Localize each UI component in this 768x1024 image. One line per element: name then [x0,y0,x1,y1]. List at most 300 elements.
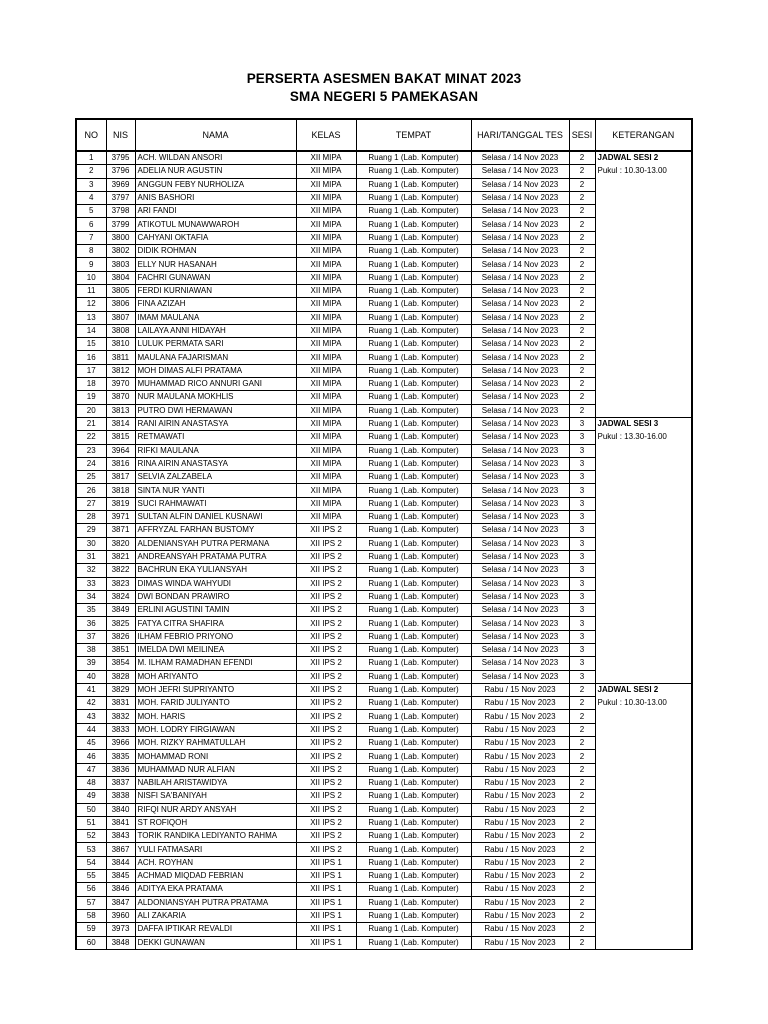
cell-keterangan [595,271,692,284]
cell-no: 32 [76,564,106,577]
table-row [76,697,692,710]
table-row [76,604,692,617]
cell-sesi: 2 [569,391,595,404]
cell-keterangan [595,776,692,789]
table-row [76,431,692,444]
cell-tempat: Ruang 1 (Lab. Komputer) [356,218,471,231]
table-row [76,364,692,377]
cell-nama: ALDONIANSYAH PUTRA PRATAMA [135,896,296,909]
cell-hari-tanggal: Rabu / 15 Nov 2023 [471,909,569,922]
table-row [76,737,692,750]
cell-no: 54 [76,856,106,869]
cell-nis: 3973 [106,923,135,936]
cell-keterangan [595,830,692,843]
cell-kelas: XII IPS 2 [296,830,356,843]
cell-no: 4 [76,191,106,204]
cell-nama: LULUK PERMATA SARI [135,338,296,351]
cell-sesi: 3 [569,550,595,563]
cell-tempat: Ruang 1 (Lab. Komputer) [356,511,471,524]
cell-nis: 3832 [106,710,135,723]
table-row [76,484,692,497]
cell-nis: 3820 [106,537,135,550]
cell-tempat: Ruang 1 (Lab. Komputer) [356,909,471,922]
cell-keterangan [595,843,692,856]
cell-no: 3 [76,178,106,191]
cell-tempat: Ruang 1 (Lab. Komputer) [356,843,471,856]
table-row [76,457,692,470]
cell-keterangan [595,258,692,271]
cell-nis: 3871 [106,524,135,537]
cell-nis: 3805 [106,284,135,297]
cell-tempat: Ruang 1 (Lab. Komputer) [356,923,471,936]
cell-keterangan [595,630,692,643]
table-row [76,178,692,191]
cell-nis: 3828 [106,670,135,683]
cell-sesi: 2 [569,298,595,311]
cell-no: 47 [76,763,106,776]
cell-sesi: 2 [569,364,595,377]
table-row [76,830,692,843]
cell-nis: 3808 [106,324,135,337]
cell-sesi: 2 [569,763,595,776]
cell-tempat: Ruang 1 (Lab. Komputer) [356,590,471,603]
cell-hari-tanggal: Selasa / 14 Nov 2023 [471,165,569,178]
document-subtitle: SMA NEGERI 5 PAMEKASAN [289,89,479,104]
cell-keterangan [595,484,692,497]
cell-tempat: Ruang 1 (Lab. Komputer) [356,205,471,218]
cell-no: 56 [76,883,106,896]
cell-hari-tanggal: Selasa / 14 Nov 2023 [471,550,569,563]
cell-hari-tanggal: Selasa / 14 Nov 2023 [471,643,569,656]
cell-nis: 3822 [106,564,135,577]
cell-no: 5 [76,205,106,218]
cell-sesi: 2 [569,790,595,803]
cell-nama: NUR MAULANA MOKHLIS [135,391,296,404]
cell-nama: MOH. FARID JULIYANTO [135,697,296,710]
cell-hari-tanggal: Selasa / 14 Nov 2023 [471,497,569,510]
cell-no: 39 [76,657,106,670]
table-row [76,577,692,590]
cell-sesi: 3 [569,497,595,510]
cell-sesi: 3 [569,643,595,656]
cell-tempat: Ruang 1 (Lab. Komputer) [356,537,471,550]
cell-nama: ANGGUN FEBY NURHOLIZA [135,178,296,191]
cell-kelas: XII MIPA [296,404,356,417]
table-row [76,590,692,603]
cell-no: 44 [76,723,106,736]
cell-no: 9 [76,258,106,271]
cell-nama: SELVIA ZALZABELA [135,471,296,484]
cell-kelas: XII MIPA [296,311,356,324]
cell-tempat: Ruang 1 (Lab. Komputer) [356,643,471,656]
cell-hari-tanggal: Rabu / 15 Nov 2023 [471,936,569,949]
cell-keterangan [595,404,692,417]
cell-nama: FATYA CITRA SHAFIRA [135,617,296,630]
cell-sesi: 2 [569,191,595,204]
cell-tempat: Ruang 1 (Lab. Komputer) [356,763,471,776]
cell-nis: 3795 [106,151,135,165]
cell-hari-tanggal: Selasa / 14 Nov 2023 [471,444,569,457]
table-row [76,417,692,430]
cell-nis: 3829 [106,683,135,696]
cell-no: 25 [76,471,106,484]
cell-hari-tanggal: Selasa / 14 Nov 2023 [471,590,569,603]
cell-nama: M. ILHAM RAMADHAN EFENDI [135,657,296,670]
cell-tempat: Ruang 1 (Lab. Komputer) [356,338,471,351]
cell-keterangan [595,670,692,683]
cell-kelas: XII IPS 2 [296,590,356,603]
cell-kelas: XII IPS 2 [296,604,356,617]
cell-nis: 3810 [106,338,135,351]
cell-kelas: XII IPS 2 [296,790,356,803]
table-row [76,550,692,563]
cell-nama: DIDIK ROHMAN [135,245,296,258]
cell-tempat: Ruang 1 (Lab. Komputer) [356,617,471,630]
table-row [76,763,692,776]
cell-sesi: 3 [569,617,595,630]
cell-keterangan [595,178,692,191]
cell-tempat: Ruang 1 (Lab. Komputer) [356,564,471,577]
cell-nama: ACHMAD MIQDAD FEBRIAN [135,870,296,883]
cell-kelas: XII IPS 2 [296,710,356,723]
cell-nama: MOH. HARIS [135,710,296,723]
cell-sesi: 2 [569,697,595,710]
table-row [76,657,692,670]
cell-no: 33 [76,577,106,590]
cell-sesi: 2 [569,231,595,244]
cell-hari-tanggal: Selasa / 14 Nov 2023 [471,378,569,391]
cell-sesi: 2 [569,883,595,896]
cell-keterangan [595,497,692,510]
cell-nama: MAULANA FAJARISMAN [135,351,296,364]
cell-nama: ARI FANDI [135,205,296,218]
cell-nama: MUHAMMAD NUR ALFIAN [135,763,296,776]
cell-nama: LAILAYA ANNI HIDAYAH [135,324,296,337]
cell-hari-tanggal: Rabu / 15 Nov 2023 [471,870,569,883]
cell-nama: SINTA NUR YANTI [135,484,296,497]
cell-kelas: XII MIPA [296,484,356,497]
cell-sesi: 3 [569,457,595,470]
cell-nis: 3824 [106,590,135,603]
cell-nama: MOH. RIZKY RAHMATULLAH [135,737,296,750]
cell-tempat: Ruang 1 (Lab. Komputer) [356,165,471,178]
cell-tempat: Ruang 1 (Lab. Komputer) [356,630,471,643]
cell-no: 14 [76,324,106,337]
cell-sesi: 2 [569,245,595,258]
cell-hari-tanggal: Selasa / 14 Nov 2023 [471,484,569,497]
cell-tempat: Ruang 1 (Lab. Komputer) [356,351,471,364]
cell-nama: ALDENIANSYAH PUTRA PERMANA [135,537,296,550]
cell-sesi: 2 [569,284,595,297]
cell-nis: 3964 [106,444,135,457]
cell-no: 27 [76,497,106,510]
cell-sesi: 3 [569,431,595,444]
cell-nama: ANDREANSYAH PRATAMA PUTRA [135,550,296,563]
cell-no: 16 [76,351,106,364]
cell-sesi: 2 [569,816,595,829]
cell-hari-tanggal: Rabu / 15 Nov 2023 [471,856,569,869]
cell-hari-tanggal: Selasa / 14 Nov 2023 [471,657,569,670]
cell-no: 13 [76,311,106,324]
cell-nis: 3817 [106,471,135,484]
cell-no: 57 [76,896,106,909]
cell-kelas: XII IPS 2 [296,564,356,577]
cell-tempat: Ruang 1 (Lab. Komputer) [356,577,471,590]
cell-kelas: XII IPS 2 [296,737,356,750]
cell-tempat: Ruang 1 (Lab. Komputer) [356,790,471,803]
participants-table [75,118,693,950]
table-header-row [76,119,692,151]
cell-sesi: 2 [569,178,595,191]
cell-nis: 3844 [106,856,135,869]
cell-tempat: Ruang 1 (Lab. Komputer) [356,404,471,417]
cell-kelas: XII IPS 2 [296,697,356,710]
column-header-sesi: SESI [569,119,595,151]
cell-keterangan [595,737,692,750]
cell-keterangan [595,856,692,869]
cell-keterangan [595,763,692,776]
cell-keterangan [595,218,692,231]
cell-hari-tanggal: Selasa / 14 Nov 2023 [471,351,569,364]
cell-no: 24 [76,457,106,470]
cell-keterangan [595,524,692,537]
cell-nama: MOH. LODRY FIRGIAWAN [135,723,296,736]
table-row [76,191,692,204]
cell-nis: 3845 [106,870,135,883]
cell-sesi: 2 [569,258,595,271]
table-row [76,843,692,856]
cell-nis: 3835 [106,750,135,763]
cell-tempat: Ruang 1 (Lab. Komputer) [356,191,471,204]
cell-sesi: 2 [569,776,595,789]
cell-kelas: XII MIPA [296,178,356,191]
cell-nama: ACH. ROYHAN [135,856,296,869]
cell-nis: 3837 [106,776,135,789]
cell-no: 6 [76,218,106,231]
cell-sesi: 3 [569,564,595,577]
table-row [76,670,692,683]
cell-keterangan [595,245,692,258]
column-header-no: NO [76,119,106,151]
cell-keterangan [595,909,692,922]
cell-sesi: 2 [569,351,595,364]
cell-hari-tanggal: Selasa / 14 Nov 2023 [471,630,569,643]
cell-no: 12 [76,298,106,311]
cell-sesi: 2 [569,896,595,909]
cell-kelas: XII IPS 1 [296,923,356,936]
cell-hari-tanggal: Rabu / 15 Nov 2023 [471,843,569,856]
cell-kelas: XII MIPA [296,457,356,470]
cell-sesi: 3 [569,604,595,617]
cell-kelas: XII MIPA [296,324,356,337]
cell-keterangan [595,604,692,617]
cell-keterangan [595,471,692,484]
table-row [76,923,692,936]
cell-tempat: Ruang 1 (Lab. Komputer) [356,524,471,537]
cell-nama: TORIK RANDIKA LEDIYANTO RAHMA [135,830,296,843]
cell-kelas: XII MIPA [296,191,356,204]
cell-keterangan [595,590,692,603]
table-row [76,564,692,577]
cell-keterangan [595,657,692,670]
cell-nama: BACHRUN EKA YULIANSYAH [135,564,296,577]
column-header-hari-tanggal: HARI/TANGGAL TES [471,119,569,151]
cell-no: 18 [76,378,106,391]
cell-tempat: Ruang 1 (Lab. Komputer) [356,737,471,750]
cell-hari-tanggal: Rabu / 15 Nov 2023 [471,776,569,789]
cell-tempat: Ruang 1 (Lab. Komputer) [356,816,471,829]
cell-kelas: XII MIPA [296,165,356,178]
cell-kelas: XII MIPA [296,205,356,218]
cell-keterangan [595,444,692,457]
cell-no: 17 [76,364,106,377]
cell-kelas: XII IPS 2 [296,816,356,829]
cell-hari-tanggal: Selasa / 14 Nov 2023 [471,231,569,244]
cell-hari-tanggal: Selasa / 14 Nov 2023 [471,311,569,324]
cell-nama: NISFI SA'BANIYAH [135,790,296,803]
cell-nis: 3796 [106,165,135,178]
cell-tempat: Ruang 1 (Lab. Komputer) [356,710,471,723]
cell-hari-tanggal: Rabu / 15 Nov 2023 [471,750,569,763]
cell-hari-tanggal: Rabu / 15 Nov 2023 [471,896,569,909]
table-row [76,723,692,736]
cell-nama: ADELIA NUR AGUSTIN [135,165,296,178]
cell-nama: IMELDA DWI MEILINEA [135,643,296,656]
table-row [76,391,692,404]
cell-nama: ACH. WILDAN ANSORI [135,151,296,165]
cell-kelas: XII MIPA [296,338,356,351]
cell-keterangan [595,378,692,391]
table-row [76,936,692,949]
cell-hari-tanggal: Selasa / 14 Nov 2023 [471,511,569,524]
table-row [76,803,692,816]
table-row [76,324,692,337]
cell-kelas: XII IPS 2 [296,617,356,630]
cell-nama: ILHAM FEBRIO PRIYONO [135,630,296,643]
table-row [76,883,692,896]
cell-no: 21 [76,417,106,430]
cell-hari-tanggal: Selasa / 14 Nov 2023 [471,404,569,417]
cell-keterangan: JADWAL SESI 2 [595,151,692,165]
cell-sesi: 2 [569,923,595,936]
cell-nis: 3969 [106,178,135,191]
cell-keterangan [595,324,692,337]
cell-sesi: 2 [569,205,595,218]
cell-hari-tanggal: Selasa / 14 Nov 2023 [471,537,569,550]
cell-tempat: Ruang 1 (Lab. Komputer) [356,896,471,909]
cell-no: 1 [76,151,106,165]
table-row [76,776,692,789]
cell-hari-tanggal: Rabu / 15 Nov 2023 [471,790,569,803]
cell-tempat: Ruang 1 (Lab. Komputer) [356,231,471,244]
table-row [76,218,692,231]
cell-no: 26 [76,484,106,497]
cell-hari-tanggal: Rabu / 15 Nov 2023 [471,683,569,696]
table-body [76,151,692,949]
cell-hari-tanggal: Selasa / 14 Nov 2023 [471,284,569,297]
cell-no: 36 [76,617,106,630]
cell-keterangan [595,364,692,377]
cell-no: 11 [76,284,106,297]
document-title: PERSERTA ASESMEN BAKAT MINAT 2023 [246,71,522,86]
cell-kelas: XII MIPA [296,258,356,271]
cell-nama: MOHAMMAD RONI [135,750,296,763]
table-row [76,205,692,218]
cell-nis: 3815 [106,431,135,444]
cell-tempat: Ruang 1 (Lab. Komputer) [356,417,471,430]
cell-keterangan [595,790,692,803]
cell-sesi: 2 [569,404,595,417]
cell-sesi: 2 [569,870,595,883]
cell-keterangan [595,816,692,829]
table-row [76,710,692,723]
cell-tempat: Ruang 1 (Lab. Komputer) [356,776,471,789]
cell-kelas: XII IPS 2 [296,803,356,816]
cell-keterangan [595,617,692,630]
cell-keterangan [595,896,692,909]
cell-tempat: Ruang 1 (Lab. Komputer) [356,258,471,271]
cell-sesi: 2 [569,683,595,696]
cell-nis: 3867 [106,843,135,856]
cell-nama: RIFQI NUR ARDY ANSYAH [135,803,296,816]
cell-kelas: XII IPS 2 [296,550,356,563]
cell-nis: 3831 [106,697,135,710]
cell-nis: 3848 [106,936,135,949]
cell-hari-tanggal: Selasa / 14 Nov 2023 [471,417,569,430]
cell-nis: 3800 [106,231,135,244]
cell-sesi: 3 [569,484,595,497]
cell-nis: 3843 [106,830,135,843]
cell-no: 35 [76,604,106,617]
table-row [76,284,692,297]
cell-nis: 3806 [106,298,135,311]
cell-kelas: XII IPS 2 [296,843,356,856]
cell-kelas: XII IPS 2 [296,776,356,789]
cell-sesi: 2 [569,324,595,337]
cell-tempat: Ruang 1 (Lab. Komputer) [356,311,471,324]
cell-tempat: Ruang 1 (Lab. Komputer) [356,151,471,165]
cell-hari-tanggal: Selasa / 14 Nov 2023 [471,524,569,537]
cell-sesi: 2 [569,909,595,922]
cell-no: 20 [76,404,106,417]
cell-hari-tanggal: Selasa / 14 Nov 2023 [471,258,569,271]
cell-keterangan [595,205,692,218]
cell-tempat: Ruang 1 (Lab. Komputer) [356,497,471,510]
cell-nis: 3966 [106,737,135,750]
cell-tempat: Ruang 1 (Lab. Komputer) [356,830,471,843]
cell-sesi: 3 [569,511,595,524]
cell-sesi: 3 [569,524,595,537]
cell-no: 48 [76,776,106,789]
cell-nis: 3854 [106,657,135,670]
table-row [76,683,692,696]
cell-sesi: 2 [569,936,595,949]
cell-keterangan [595,643,692,656]
cell-tempat: Ruang 1 (Lab. Komputer) [356,271,471,284]
cell-keterangan [595,191,692,204]
cell-no: 42 [76,697,106,710]
cell-kelas: XII MIPA [296,497,356,510]
cell-nis: 3836 [106,763,135,776]
cell-no: 51 [76,816,106,829]
cell-keterangan [595,550,692,563]
cell-tempat: Ruang 1 (Lab. Komputer) [356,324,471,337]
cell-nis: 3821 [106,550,135,563]
cell-nis: 3818 [106,484,135,497]
cell-nis: 3798 [106,205,135,218]
cell-kelas: XII MIPA [296,271,356,284]
cell-nama: DAFFA IPTIKAR REVALDI [135,923,296,936]
